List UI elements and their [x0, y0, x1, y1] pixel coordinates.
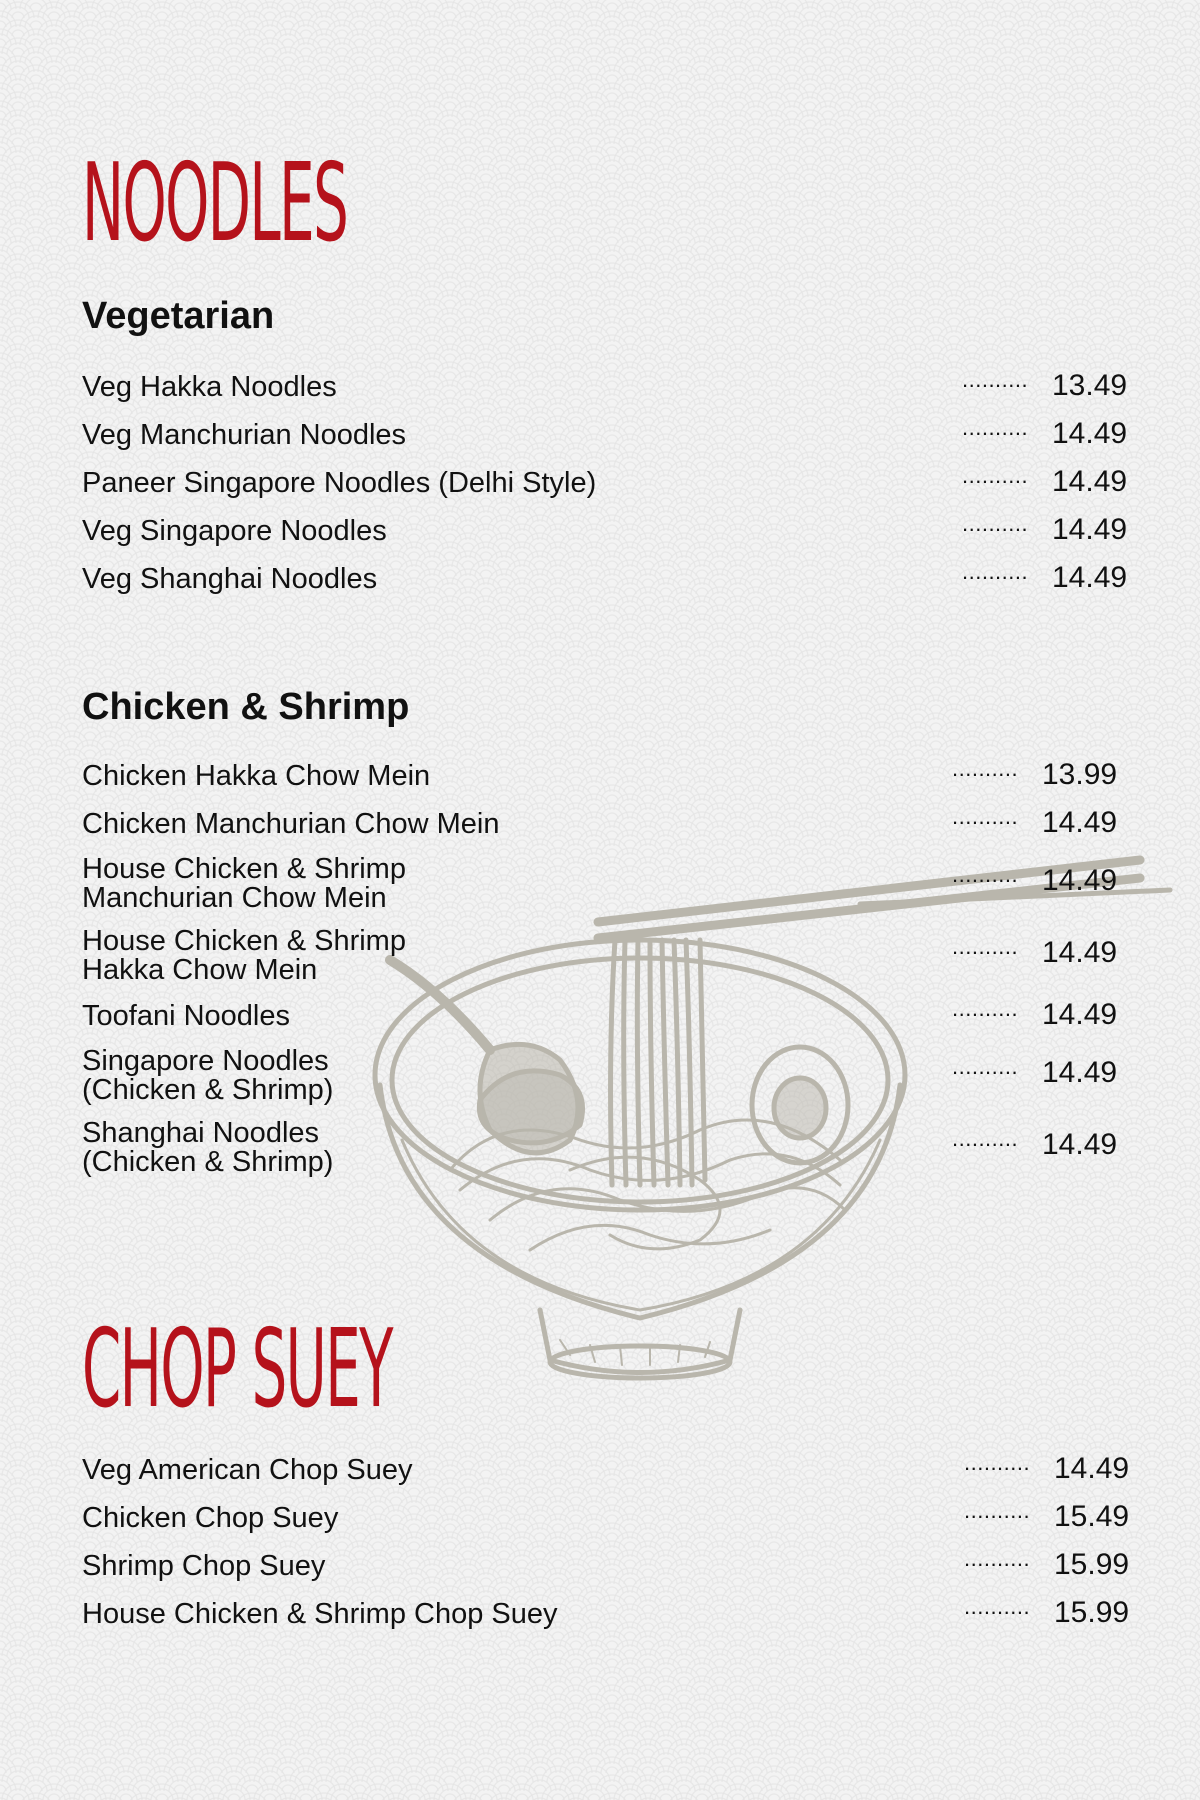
menu-item: [82, 555, 1128, 603]
leader-dots: ..........: [962, 367, 1029, 392]
menu-item-price: 15.49: [1054, 1500, 1130, 1533]
menu-item-name: Veg Shanghai Noodles: [82, 562, 378, 595]
menu-item-name: Veg Manchurian Noodles: [82, 418, 407, 451]
menu-item-name: Chicken Manchurian Chow Mein: [82, 807, 500, 840]
menu-item-name-line: Singapore Noodles: [82, 1045, 329, 1077]
chicken-shrimp-heading: Chicken & Shrimp: [82, 686, 410, 728]
menu-item-name-line: Shanghai Noodles: [82, 1117, 320, 1149]
menu-item-price: 14.49: [1052, 417, 1128, 450]
menu-item-name: Chicken Hakka Chow Mein: [82, 759, 431, 792]
menu-item: [82, 1494, 1130, 1542]
menu-item-name-line: (Chicken & Shrimp): [82, 1074, 334, 1106]
vegetarian-heading: Vegetarian: [82, 295, 275, 337]
leader-dots: ..........: [962, 559, 1029, 584]
menu-item-name: Veg Hakka Noodles: [82, 370, 337, 403]
menu-item: [82, 507, 1128, 555]
menu-item-price: 15.99: [1054, 1596, 1130, 1629]
menu-item-price: 14.49: [1052, 561, 1128, 594]
menu-item: [82, 363, 1128, 411]
leader-dots: ..........: [952, 996, 1019, 1021]
leader-dots: ..........: [962, 415, 1029, 440]
leader-dots: ..........: [964, 1546, 1031, 1571]
chop-suey-menu-list: [82, 1446, 1130, 1638]
leader-dots: ..........: [952, 1054, 1019, 1079]
menu-item-name: Chicken Chop Suey: [82, 1501, 339, 1534]
menu-item-name: Paneer Singapore Noodles (Delhi Style): [82, 466, 597, 499]
menu-item-price: 14.49: [1042, 1056, 1118, 1089]
menu-item-name-line: Hakka Chow Mein: [82, 954, 318, 986]
menu-item-name: [82, 1047, 333, 1105]
leader-dots: ..........: [964, 1594, 1031, 1619]
menu-item: [82, 848, 1122, 920]
leader-dots: ..........: [964, 1450, 1031, 1475]
menu-item: [82, 800, 1122, 848]
menu-item-price: 14.49: [1042, 1128, 1118, 1161]
menu-item-name-line: House Chicken & Shrimp: [82, 853, 406, 885]
menu-item-price: 14.49: [1052, 513, 1128, 546]
chicken-shrimp-menu-list: [82, 752, 1122, 1184]
menu-item-price: 14.49: [1042, 936, 1118, 969]
menu-item-price: 15.99: [1054, 1548, 1130, 1581]
menu-item-price: 14.49: [1042, 806, 1118, 839]
menu-item-name: Toofani Noodles: [82, 999, 290, 1032]
menu-item-price: 13.49: [1052, 369, 1128, 402]
menu-item-name: Shrimp Chop Suey: [82, 1549, 326, 1582]
menu-item-price: 14.49: [1042, 864, 1118, 897]
menu-item: [82, 459, 1128, 507]
leader-dots: ..........: [952, 862, 1019, 887]
menu-item-name-line: (Chicken & Shrimp): [82, 1146, 334, 1178]
menu-item-price: 14.49: [1052, 465, 1128, 498]
menu-item-price: 14.49: [1042, 998, 1118, 1031]
leader-dots: ..........: [952, 934, 1019, 959]
menu-item-name: [82, 855, 406, 913]
menu-item-name: [82, 927, 406, 985]
leader-dots: ..........: [962, 463, 1029, 488]
menu-item: [82, 1446, 1130, 1494]
menu-item-name-line: Manchurian Chow Mein: [82, 882, 387, 914]
chop-suey-title: CHOP SUEY: [82, 1307, 392, 1432]
menu-item: [82, 752, 1122, 800]
menu-item-price: 14.49: [1054, 1452, 1130, 1485]
menu-item: [82, 920, 1122, 992]
menu-item-name-line: House Chicken & Shrimp: [82, 925, 406, 957]
menu-item-name: Veg American Chop Suey: [82, 1453, 413, 1486]
menu-item: [82, 411, 1128, 459]
menu-item-name: House Chicken & Shrimp Chop Suey: [82, 1597, 558, 1630]
leader-dots: ..........: [962, 511, 1029, 536]
menu-item: [82, 1040, 1122, 1112]
menu-item: [82, 1542, 1130, 1590]
vegetarian-menu-list: [82, 363, 1128, 603]
leader-dots: ..........: [952, 1126, 1019, 1151]
menu-item-name: [82, 1119, 333, 1177]
leader-dots: ..........: [952, 804, 1019, 829]
leader-dots: ..........: [952, 756, 1019, 781]
menu-item-price: 13.99: [1042, 758, 1118, 791]
leader-dots: ..........: [964, 1498, 1031, 1523]
noodles-title: NOODLES: [82, 141, 348, 266]
menu-item: [82, 1112, 1122, 1184]
menu-item-name: Veg Singapore Noodles: [82, 514, 387, 547]
menu-item: [82, 1590, 1130, 1638]
menu-item: [82, 992, 1122, 1040]
